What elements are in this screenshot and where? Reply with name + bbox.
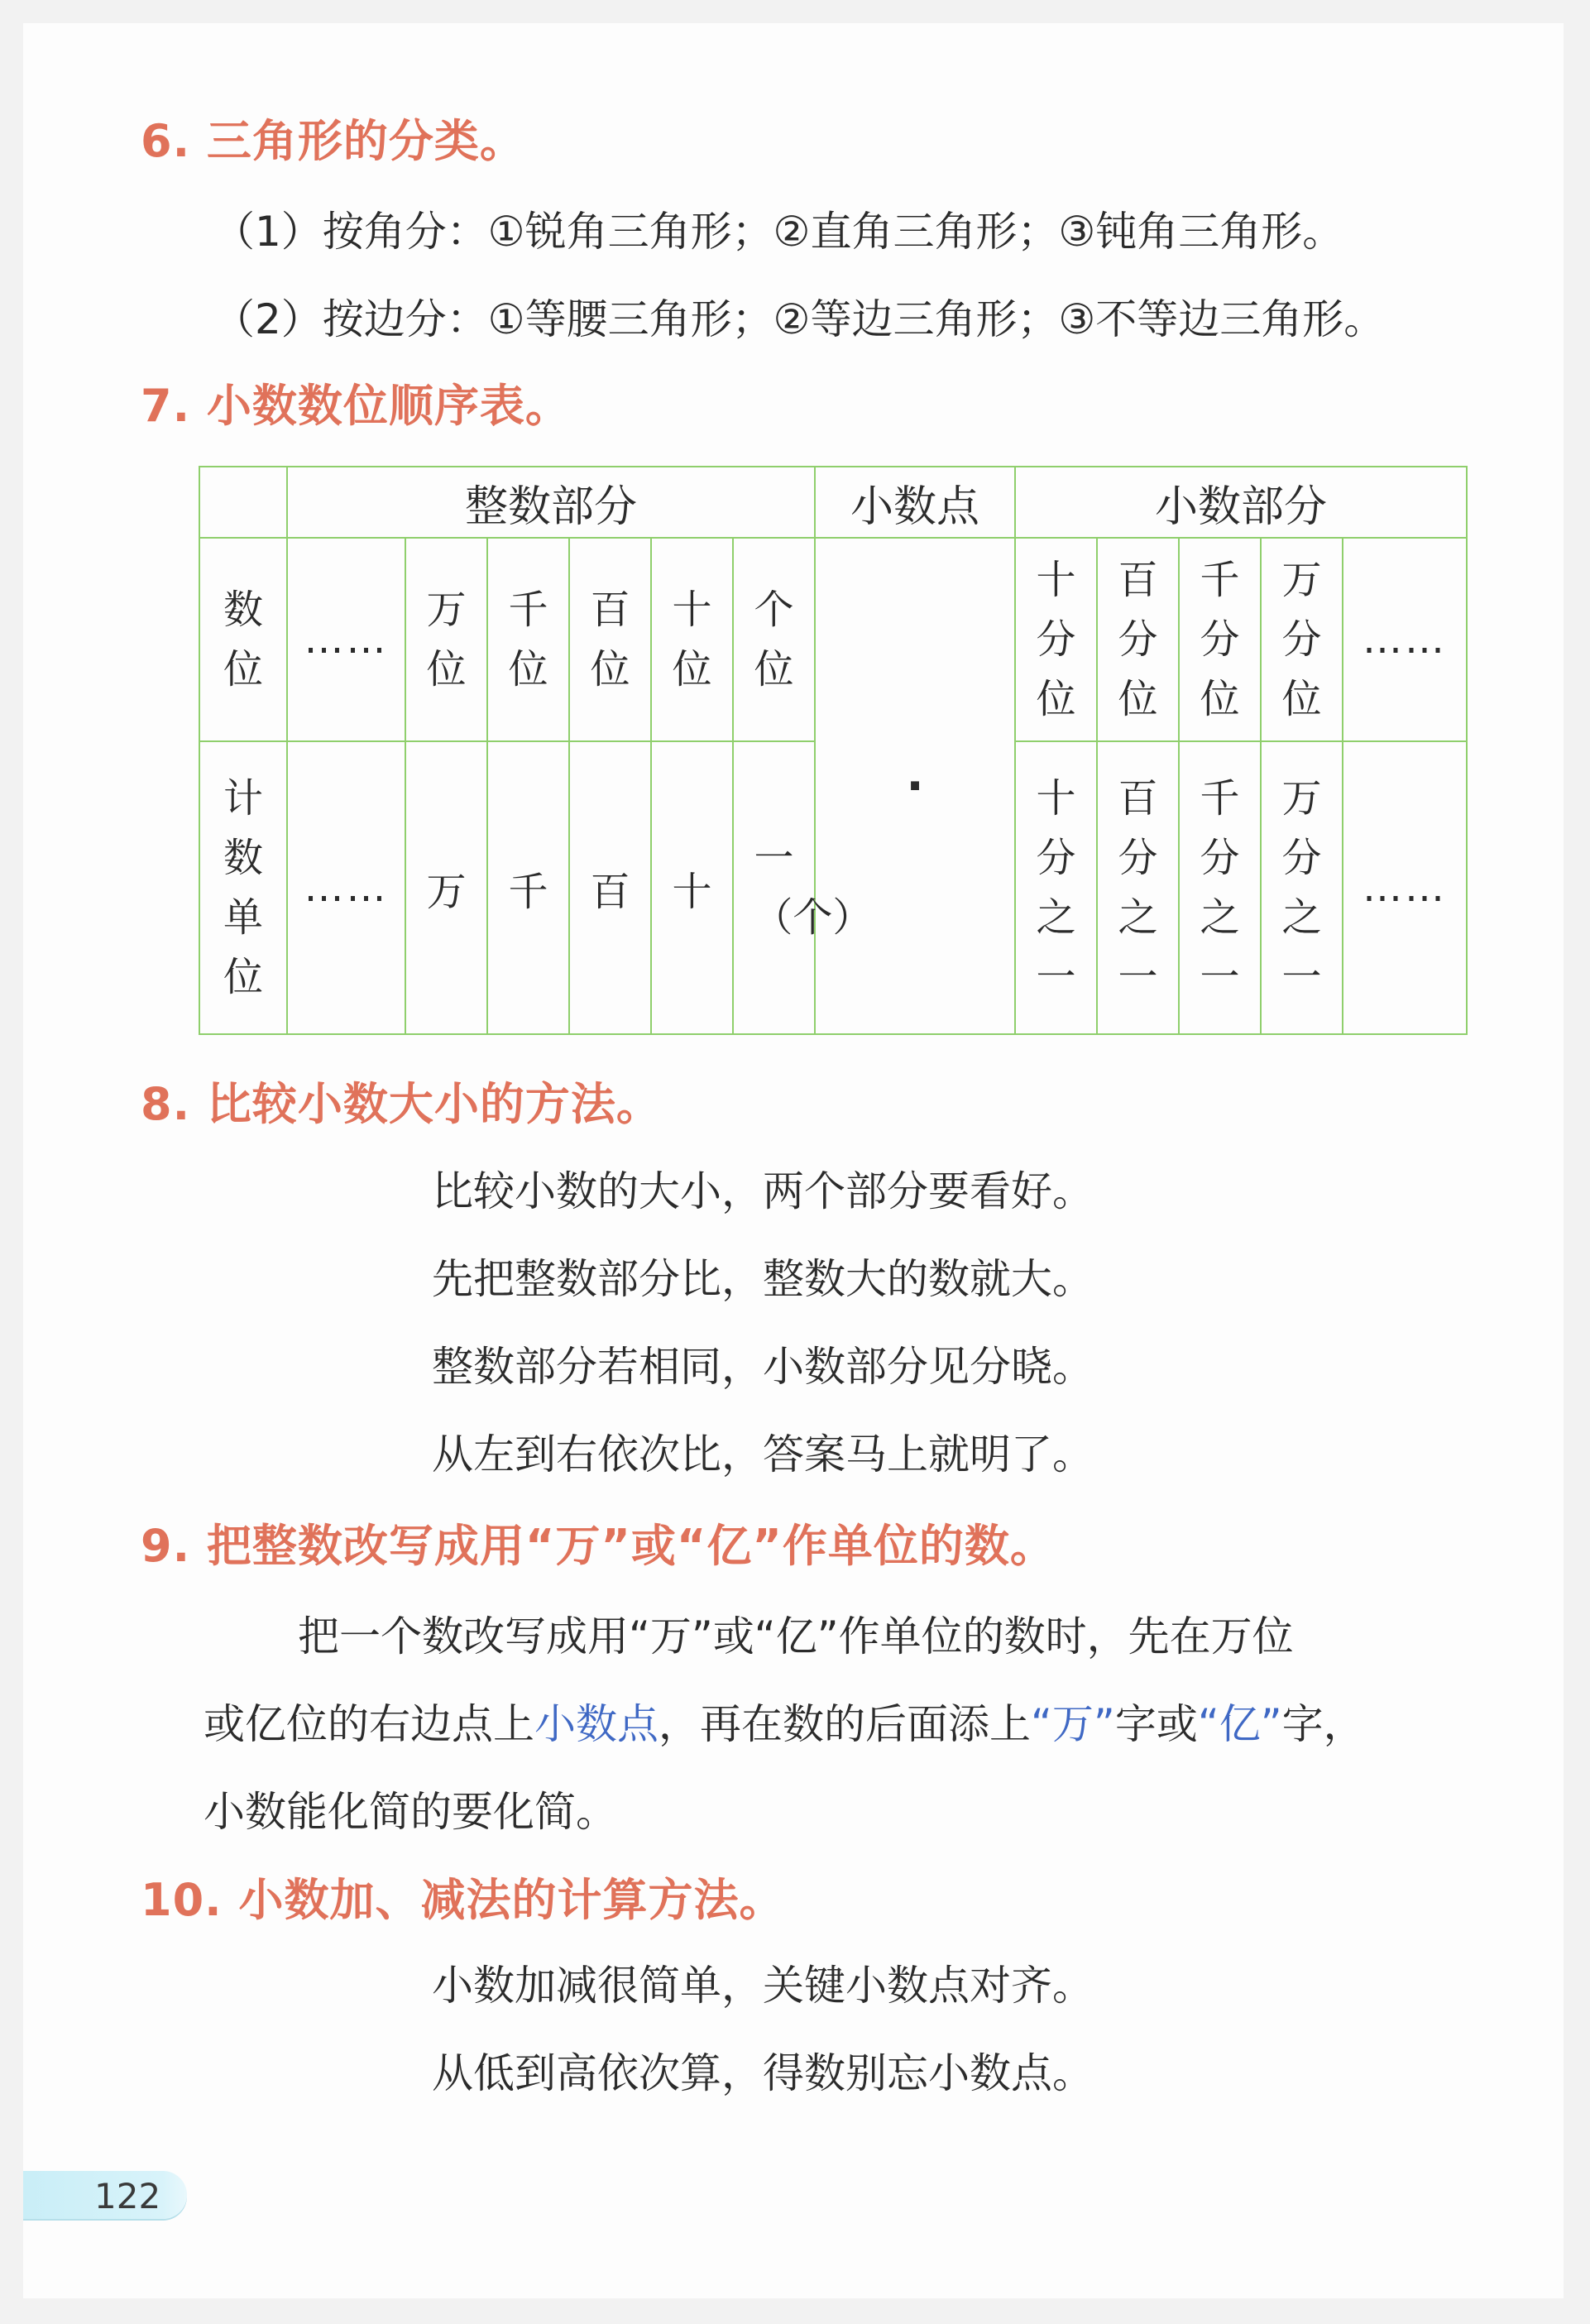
unit-bai: 百	[569, 741, 651, 1034]
decimal-unit-tenths: 十分之一	[1015, 741, 1097, 1034]
section-9-line-2-part-2: ，再在数的后面添上	[659, 1700, 1031, 1748]
header-decimal-part: 小数部分	[1015, 467, 1467, 538]
unit-qian: 千	[487, 741, 569, 1034]
decimal-unit-ten-thousandths: 万分之一	[1261, 741, 1343, 1034]
ellipsis-right-2: ……	[1343, 741, 1467, 1034]
unit-ge: 一（个）	[733, 741, 815, 1034]
section-8-line-2: 先把整数部分比，整数大的数就大。	[432, 1255, 1094, 1303]
section-9-line-3: 小数能化简的要化简。	[204, 1788, 617, 1836]
decimal-place-table	[199, 466, 1466, 1035]
page-number-tab	[23, 2171, 187, 2219]
decimal-unit-hundredths: 百分之一	[1097, 741, 1179, 1034]
highlight-decimal-point: 小数点	[534, 1700, 659, 1748]
digit-place-bai: 百位	[569, 538, 651, 741]
section-6-line-2: （2）按边分：①等腰三角形；②等边三角形；③不等边三角形。	[213, 295, 1386, 343]
row-label-unit: 计数单位	[199, 741, 287, 1034]
unit-wan: 万	[405, 741, 487, 1034]
section-9-line-2-part-4: 字，	[1281, 1700, 1365, 1748]
header-integer-part: 整数部分	[287, 467, 815, 538]
decimal-point-symbol: ·	[815, 538, 1015, 1034]
section-8-line-3: 整数部分若相同，小数部分见分晓。	[432, 1343, 1094, 1391]
decimal-place-tenths: 十分位	[1015, 538, 1097, 741]
row-label-digit: 数位	[199, 538, 287, 741]
section-6-title: 6. 三角形的分类。	[141, 115, 525, 167]
section-10-title: 10. 小数加、减法的计算方法。	[141, 1874, 785, 1926]
highlight-yi: “亿”	[1197, 1700, 1282, 1748]
section-6-line-1: （1）按角分：①锐角三角形；②直角三角形；③钝角三角形。	[213, 208, 1344, 256]
ellipsis-right: ……	[1343, 538, 1467, 741]
decimal-place-ten-thousandths: 万分位	[1261, 538, 1343, 741]
section-10-line-1: 小数加减很简单，关键小数点对齐。	[432, 1962, 1094, 2010]
section-9-line-1: 把一个数改写成用“万”或“亿”作单位的数时，先在万位	[298, 1612, 1294, 1660]
section-8-title: 8. 比较小数大小的方法。	[141, 1078, 662, 1130]
table-corner-cell	[199, 467, 287, 538]
section-9-title: 9. 把整数改写成用“万”或“亿”作单位的数。	[141, 1520, 1056, 1572]
digit-place-qian: 千位	[487, 538, 569, 741]
section-9-line-2-part-3: 字或	[1114, 1700, 1198, 1748]
section-7-title: 7. 小数数位顺序表。	[141, 380, 571, 432]
decimal-place-hundredths: 百分位	[1097, 538, 1179, 741]
highlight-wan: “万”	[1031, 1700, 1115, 1748]
section-9-line-2	[204, 1691, 1365, 1751]
section-9-line-2-part-1: 或亿位的右边点上	[204, 1700, 534, 1748]
section-10-line-2: 从低到高依次算，得数别忘小数点。	[432, 2049, 1094, 2097]
section-8-line-1: 比较小数的大小，两个部分要看好。	[432, 1167, 1094, 1215]
section-8-line-4: 从左到右依次比，答案马上就明了。	[432, 1430, 1094, 1478]
decimal-unit-thousandths: 千分之一	[1179, 741, 1261, 1034]
decimal-place-thousandths: 千分位	[1179, 538, 1261, 741]
digit-place-ge: 个位	[733, 538, 815, 741]
ellipsis-left: ……	[287, 538, 405, 741]
digit-place-wan: 万位	[405, 538, 487, 741]
digit-place-shi: 十位	[651, 538, 733, 741]
ellipsis-left-2: ……	[287, 741, 405, 1034]
header-decimal-point: 小数点	[815, 467, 1015, 538]
unit-shi: 十	[651, 741, 733, 1034]
page-number: 122	[94, 2176, 161, 2216]
